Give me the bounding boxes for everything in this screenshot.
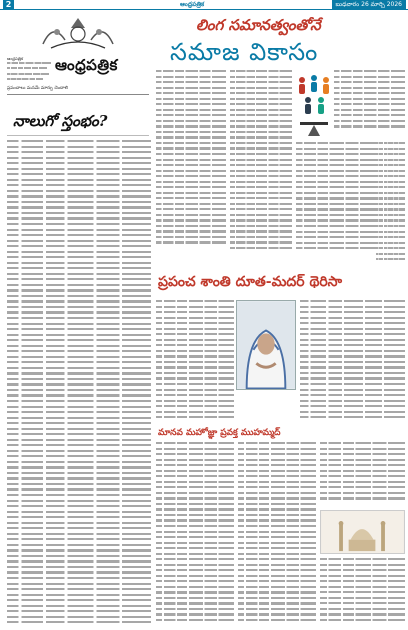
main-article-title: సమాజ వికాసం bbox=[170, 38, 319, 66]
main-article-col-1 bbox=[156, 70, 226, 252]
masthead-side-text: ఆంధ్రపత్రిక bbox=[7, 56, 55, 84]
masthead-title: ఆంధ్రపత్రిక bbox=[55, 56, 118, 74]
third-article-col-2 bbox=[238, 442, 316, 626]
mother-teresa-portrait-icon bbox=[236, 300, 296, 390]
main-article-col-2 bbox=[230, 70, 292, 258]
third-article-col-1 bbox=[156, 442, 234, 626]
left-divider bbox=[7, 135, 149, 136]
main-article-col-4 bbox=[334, 70, 405, 134]
page-number: 2 bbox=[3, 0, 14, 10]
main-article-kicker: లింగ సమానత్వంతోనే bbox=[196, 16, 321, 34]
right-column bbox=[156, 12, 405, 628]
second-article-col-2 bbox=[300, 300, 405, 426]
third-article-col-4 bbox=[320, 558, 405, 626]
main-article-col-5 bbox=[376, 142, 405, 272]
gender-equality-illustration bbox=[294, 70, 334, 140]
left-article-body bbox=[7, 140, 151, 626]
mosque-illustration-icon bbox=[320, 510, 405, 554]
third-article-col-3 bbox=[320, 442, 405, 506]
main-article-col-3 bbox=[296, 142, 376, 258]
page-header-bar bbox=[0, 0, 408, 10]
third-article-headline: మానవ మహోజ్ఞా ప్రవక్త ముహమ్మద్ bbox=[158, 428, 281, 438]
masthead-emblem-icon bbox=[33, 14, 123, 52]
left-column bbox=[3, 12, 153, 628]
header-paper-name: ఆంధ్రపత్రిక bbox=[180, 1, 205, 8]
second-article-headline: ప్రపంచ శాంతి దూత-మదర్ థెరిసా bbox=[158, 274, 343, 290]
masthead-tagline: ప్రపంచాలు మనమే మార్పు చెందాలి bbox=[7, 86, 149, 95]
second-article-col-1 bbox=[156, 300, 234, 426]
header-date: బుధవారం 26 మార్చి 2026 bbox=[332, 0, 406, 10]
left-article-headline: నాలుగో స్తంభం? bbox=[13, 112, 108, 130]
